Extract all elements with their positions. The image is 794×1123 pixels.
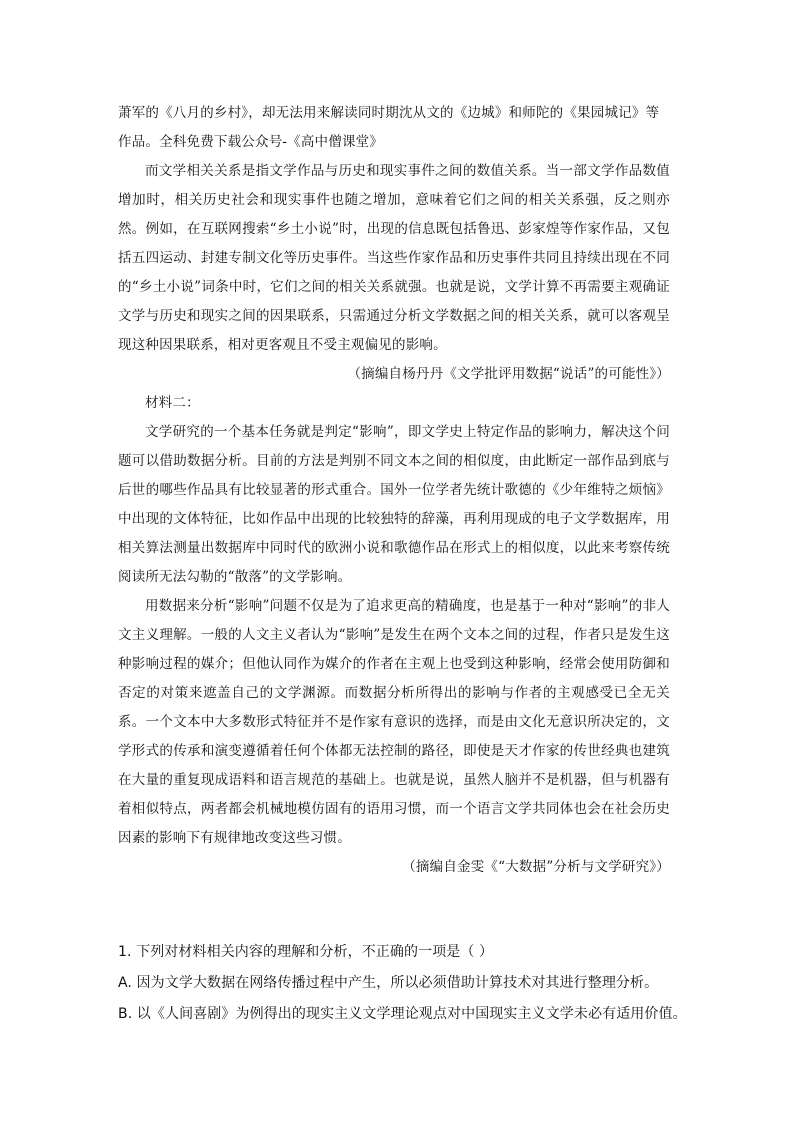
question-stem: 1. 下列对材料相关内容的理解和分析，不正确的一项是（ ） [118, 944, 494, 960]
question-block [118, 937, 687, 1030]
option-a: A. 因为文学大数据在网络传播过程中产生，所以必须借助计算技术对其进行整理分析。 [118, 975, 659, 991]
paragraph-line: 萧军的《八月的乡村》，却无法用来解读同时期沈从文的《边城》和师陀的《果园城记》等 [118, 105, 660, 121]
source-citation: （摘编自金雯《“大数据”分析与文学研究》） [402, 859, 670, 875]
paragraph: 而文学相关关系是指文学作品与历史和现实事件之间的数值关系。当一部文学作品数值增加时，相关历史社会和现实事件也随之增加，意味着它们之间的相关关系强，反之则亦然。例如，在互联网搜索“乡土小说”时，出现的信息既包括鲁迅、彭家煌等作家作品，又包括五四运动、封建专制文化等历史事件。当这些作家作品和历史事件共同且持续出现在不同的“乡土小说”词条中时，它们之间的相关关系就强。也就是说，文学计算不再需要主观确证文学与历史和现实之间的因果联系，只需通过分析文学数据之间的相关关系，就可以客观呈现这种因果联系，相对更客观且不受主观偏见的影响。 [118, 163, 670, 353]
source-citation: （摘编自杨丹丹《文学批评用数据“说话”的可能性》） [347, 366, 670, 382]
reading-passage [118, 99, 670, 882]
option-b: B. 以《人间喜剧》为例得出的现实主义文学理论观点对中国现实主义文学未必有适用价值。 [118, 1006, 687, 1022]
material-label: 材料二： [145, 395, 200, 411]
paragraph-line: 作品。全科免费下载公众号-《高中僧课堂》 [118, 134, 384, 150]
paragraph: 文学研究的一个基本任务就是判定“影响”，即文学史上特定作品的影响力，解决这个问题可以借助数据分析。目前的方法是判别不同文本之间的相似度，由此断定一部作品到底与后世的哪些作品具有比较显著的形式重合。国外一位学者先统计歌德的《少年维特之烦恼》中出现的文体特征，比如作品中出现的比较独特的辞藻，再利用现成的电子文学数据库，用相关算法测量出数据库中同时代的欧洲小说和歌德作品在形式上的相似度，以此来考察传统阅读所无法勾勒的“散落”的文学影响。 [118, 424, 670, 585]
paragraph: 用数据来分析“影响”问题不仅是为了追求更高的精确度，也是基于一种对“影响”的非人文主义理解。一般的人文主义者认为“影响”是发生在两个文本之间的过程，作者只是发生这种影响过程的媒介；但他认同作为媒介的作者在主观上也受到这种影响，经常会使用防御和否定的对策来遮盖自己的文学渊源。而数据分析所得出的影响与作者的主观感受已全无关系。一个文本中大多数形式特征并不是作家有意识的选择，而是由文化无意识所决定的，文学形式的传承和演变遵循着任何个体都无法控制的路径，即使是天才作家的传世经典也建筑在大量的重复现成语料和语言规范的基础上。也就是说，虽然人脑并不是机器，但与机器有着相似特点，两者都会机械地模仿固有的语用习惯，而一个语言文学共同体也会在社会历史因素的影响下有规律地改变这些习惯。 [118, 598, 670, 846]
